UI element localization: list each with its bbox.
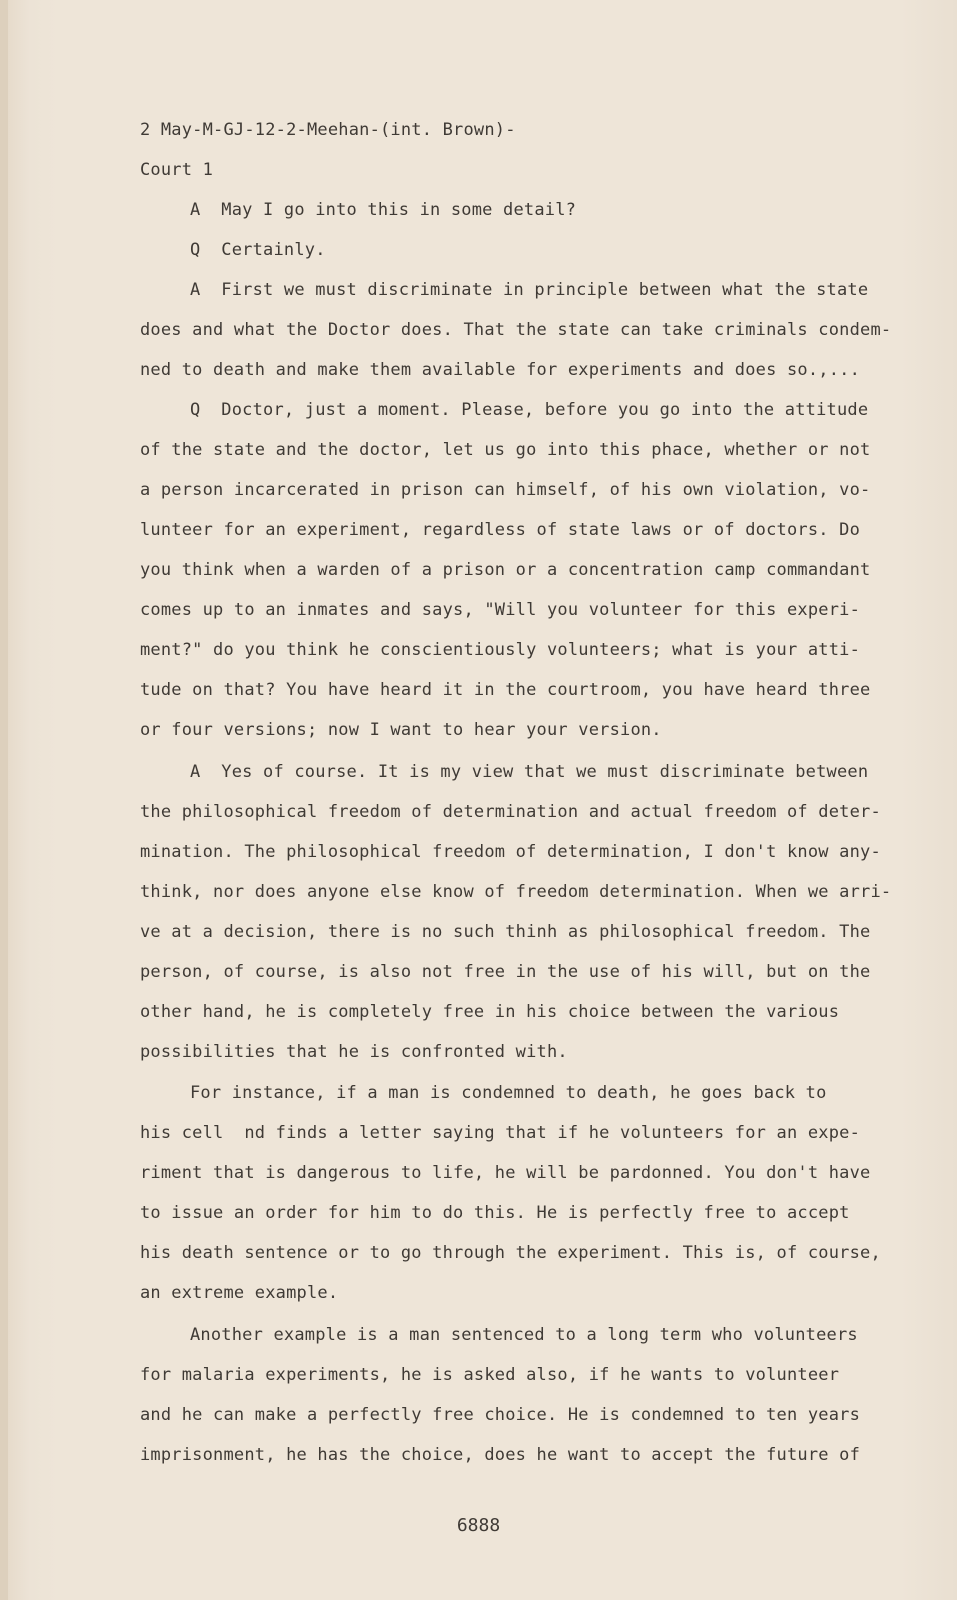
text-line: person, of course, is also not free in the use of his will, but on the: [140, 962, 871, 982]
text-line: comes up to an inmates and says, "Will you volunteer for this experi-: [140, 600, 861, 620]
transcript-header: 2 May-M-GJ-12-2-Meehan-(int. Brown)-: [140, 120, 516, 140]
text-line: does and what the Doctor does. That the state can take criminals condem-: [140, 320, 892, 340]
text-line: riment that is dangerous to life, he will be pardonned. You don't have: [140, 1163, 871, 1183]
text-line: A Yes of course. It is my view that we must discriminate between: [190, 762, 869, 782]
page-number: 6888: [456, 1515, 501, 1536]
text-line: an extreme example.: [140, 1283, 339, 1303]
text-line: or four versions; now I want to hear your version.: [140, 720, 662, 740]
text-line: other hand, he is completely free in his choice between the various: [140, 1002, 840, 1022]
text-line: mination. The philosophical freedom of determination, I don't know any-: [140, 842, 881, 862]
text-line: possibilities that he is confronted with.: [140, 1042, 568, 1062]
text-line: Q Doctor, just a moment. Please, before you go into the attitude: [190, 400, 869, 420]
text-line: ment?" do you think he conscientiously volunteers; what is your atti-: [140, 640, 861, 660]
text-line: and he can make a perfectly free choice. He is condemned to ten years: [140, 1405, 861, 1425]
text-line: A First we must discriminate in principle between what the state: [190, 280, 869, 300]
text-line: for malaria experiments, he is asked also, if he wants to volunteer: [140, 1365, 840, 1385]
text-line: think, nor does anyone else know of freedom determination. When we arri-: [140, 882, 892, 902]
text-line: imprisonment, he has the choice, does he want to accept the future of: [140, 1445, 861, 1465]
page-edge: [0, 0, 8, 1600]
text-line: ned to death and make them available for experiments and does so.,...: [140, 360, 861, 380]
text-line: of the state and the doctor, let us go into this phace, whether or not: [140, 440, 871, 460]
text-line: a person incarcerated in prison can himself, of his own violation, vo-: [140, 480, 871, 500]
court-label: Court 1: [140, 160, 214, 180]
text-line: his death sentence or to go through the experiment. This is, of course,: [140, 1243, 881, 1263]
text-line: to issue an order for him to do this. He is perfectly free to accept: [140, 1203, 850, 1223]
text-line: Another example is a man sentenced to a long term who volunteers: [190, 1325, 858, 1345]
text-line: tude on that? You have heard it in the courtroom, you have heard three: [140, 680, 871, 700]
text-line: the philosophical freedom of determination and actual freedom of deter-: [140, 802, 881, 822]
text-line: For instance, if a man is condemned to death, he goes back to: [190, 1083, 827, 1103]
text-line: lunteer for an experiment, regardless of state laws or of doctors. Do: [140, 520, 861, 540]
text-line: A May I go into this in some detail?: [190, 200, 577, 220]
text-line: you think when a warden of a prison or a concentration camp commandant: [140, 560, 871, 580]
text-line: ve at a decision, there is no such thinh as philosophical freedom. The: [140, 922, 871, 942]
text-line: his cell nd finds a letter saying that if he volunteers for an expe-: [140, 1123, 861, 1143]
text-line: Q Certainly.: [190, 240, 326, 260]
